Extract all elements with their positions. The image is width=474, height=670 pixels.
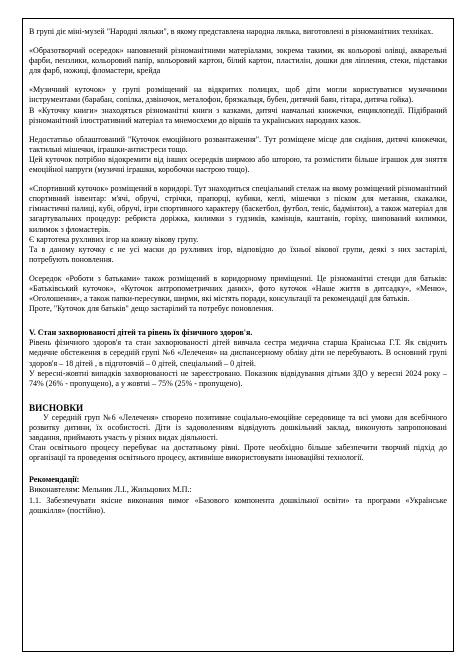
paragraph-conclusion-process: Стан освітнього процесу перебуває на достатньому рівні. Проте необхідно більше забезпечити творчий підхід до організації та проведення освітнього процесу, активніше використовувати інноваційні технології. — [29, 443, 447, 463]
paragraph-conclusion-environment: У середній груп №6 «Лелеченя» створено позитивне соціально-емоційне середовище та всі умови для всебічного розвитку дитини, їх особистості. Діти із задоволенням відвідують дошкільний заклад, виконують запропоновані завдання, приймають участь у різних видах діяльності. — [29, 412, 447, 443]
section-heading-conclusions: ВИСНОВКИ — [29, 402, 84, 413]
paragraph-parents-corner-note: Проте, "Куточок для батьків" дещо застарілий та потребує поновлення. — [29, 304, 274, 314]
paragraph-recommendation-1: 1.1. Забезпечувати якісне виконання вимог «Базового компонента дошкільної освіти» та програми «Українське дошкілля» (постійно). — [29, 495, 447, 515]
paragraph-masks: Та в даному куточку є не усі маски до рухливих ігор, відповідно до їхньої вікової групи, деякі з них застарілі, потребують поновлення. — [29, 244, 447, 264]
paragraph-sport-corner: «Спортивний куточок» розміщений в коридорі. Тут знаходиться спеціальний стелаж на якому розміщений різноманітний спортивний інвентар: м'ячі, обручі, стрічки, прапорці, кубики, кеглі, мішечки з піском для метання, скакалки, гімнастичні палиці, кубі, обручі, ігри спортивного характеру (баскетбол, футбол, теніс, бадмінтон), а також матеріал для загартувальних процедур: ребриста доріжка, килимки з гудзиків, камінців, каштанів, горіху, шипований килимки, килимок з фломастерів. — [29, 184, 447, 234]
paragraph-emotional-corner: Недостатньо облаштований "Куточок емоційного розвантаження". Тут розміщене місце для сидіння, дитячі книжечки, тактильні мішечки, іграшки-антистреси тощо. — [29, 134, 447, 154]
paragraph-book-corner: В «Куточку книги» знаходяться різноманітні книги з казками, дитячі навчальні книжечки, енциклопедії. Підібраний різноманітний ілюстративний матеріал та мнемосхеми до віршів та українських народних казок. — [29, 105, 447, 125]
paragraph-health-status: Рівень фізичного здоров'я та стан захворюваності дітей вивчала сестра медична старша Краінська Г.Т. Як свідчить медичне обстеження в середній групі №6 «Лелеченя» на диспансерному обліку діти не перебувають. В основний групі здоров'я – 18 дітей , в підготовчій – 0 дітей, спеціальний – 0 дітей. — [29, 338, 447, 368]
section-heading-health: V. Стан захворюваності дітей та рівень їх фізичного здоров'я. — [29, 328, 253, 338]
paragraph-attendance: У вересні-жовтні випадків захворюваності не зареєстровано. Показник відвідування дітьми ЗДО у вересні 2024 року – 74% (26% - пропущено), а у жовтні – 75% (25% - пропущено). — [29, 368, 447, 388]
paragraph-executors: Виконавтелям: Мельник Л.І., Жильцових М.П.: — [29, 485, 192, 495]
paragraph-emotional-corner-advice: Цей куточок потрібно відокремити від інших осередків ширмою або шторою, та розмістити більше іграшок для зняття емоційної напруги (музичні іграшки, коробочки настрою тощо). — [29, 154, 447, 175]
document-page — [22, 18, 454, 652]
paragraph-music-corner: «Музичний куточок» у групі розміщений на відкритих полицях, щоб діти могли користуватися музичними інструментами (барабан, сопілка, дзвіночок, металофон, брязкальця, бубен, дитячий баян, гітара, дитяча гойка). — [29, 85, 447, 105]
paragraph-museum: В групі діє міні-музей "Народні ляльки", в якому представлена народна лялька, виготовлені в різноманітних техніках. — [29, 27, 434, 36]
paragraph-art-corner: «Образотворчий осередок» наповнений різноманітними матеріалами, зокрема такими, як кольорові олівці, акварельні фарби, пензлики, кольоровий папір, кольоровий картон, білий картон, пластилін, дошки для ліплення, стеки, підставки для фарб, ножиці, фломастери, крейда — [29, 46, 447, 76]
section-heading-recommendations: Рекомендації: — [29, 475, 80, 485]
paragraph-games-catalog: Є картотека рухливих ігор на кожну вікову групу. — [29, 234, 199, 244]
paragraph-parents-corner: Осередок «Роботи з батьками» також розміщений в коридорному приміщенні. Це різноманітні стенди для батьків: «Батьківський куточок», «Куточок антропометричних даних», фото куточок «Наше життя в дитсадку», «Меню», «Оголошення», а також папки-пересувки, ширми, які містять поради, консультації та рекомендації для батьків. — [29, 273, 447, 304]
